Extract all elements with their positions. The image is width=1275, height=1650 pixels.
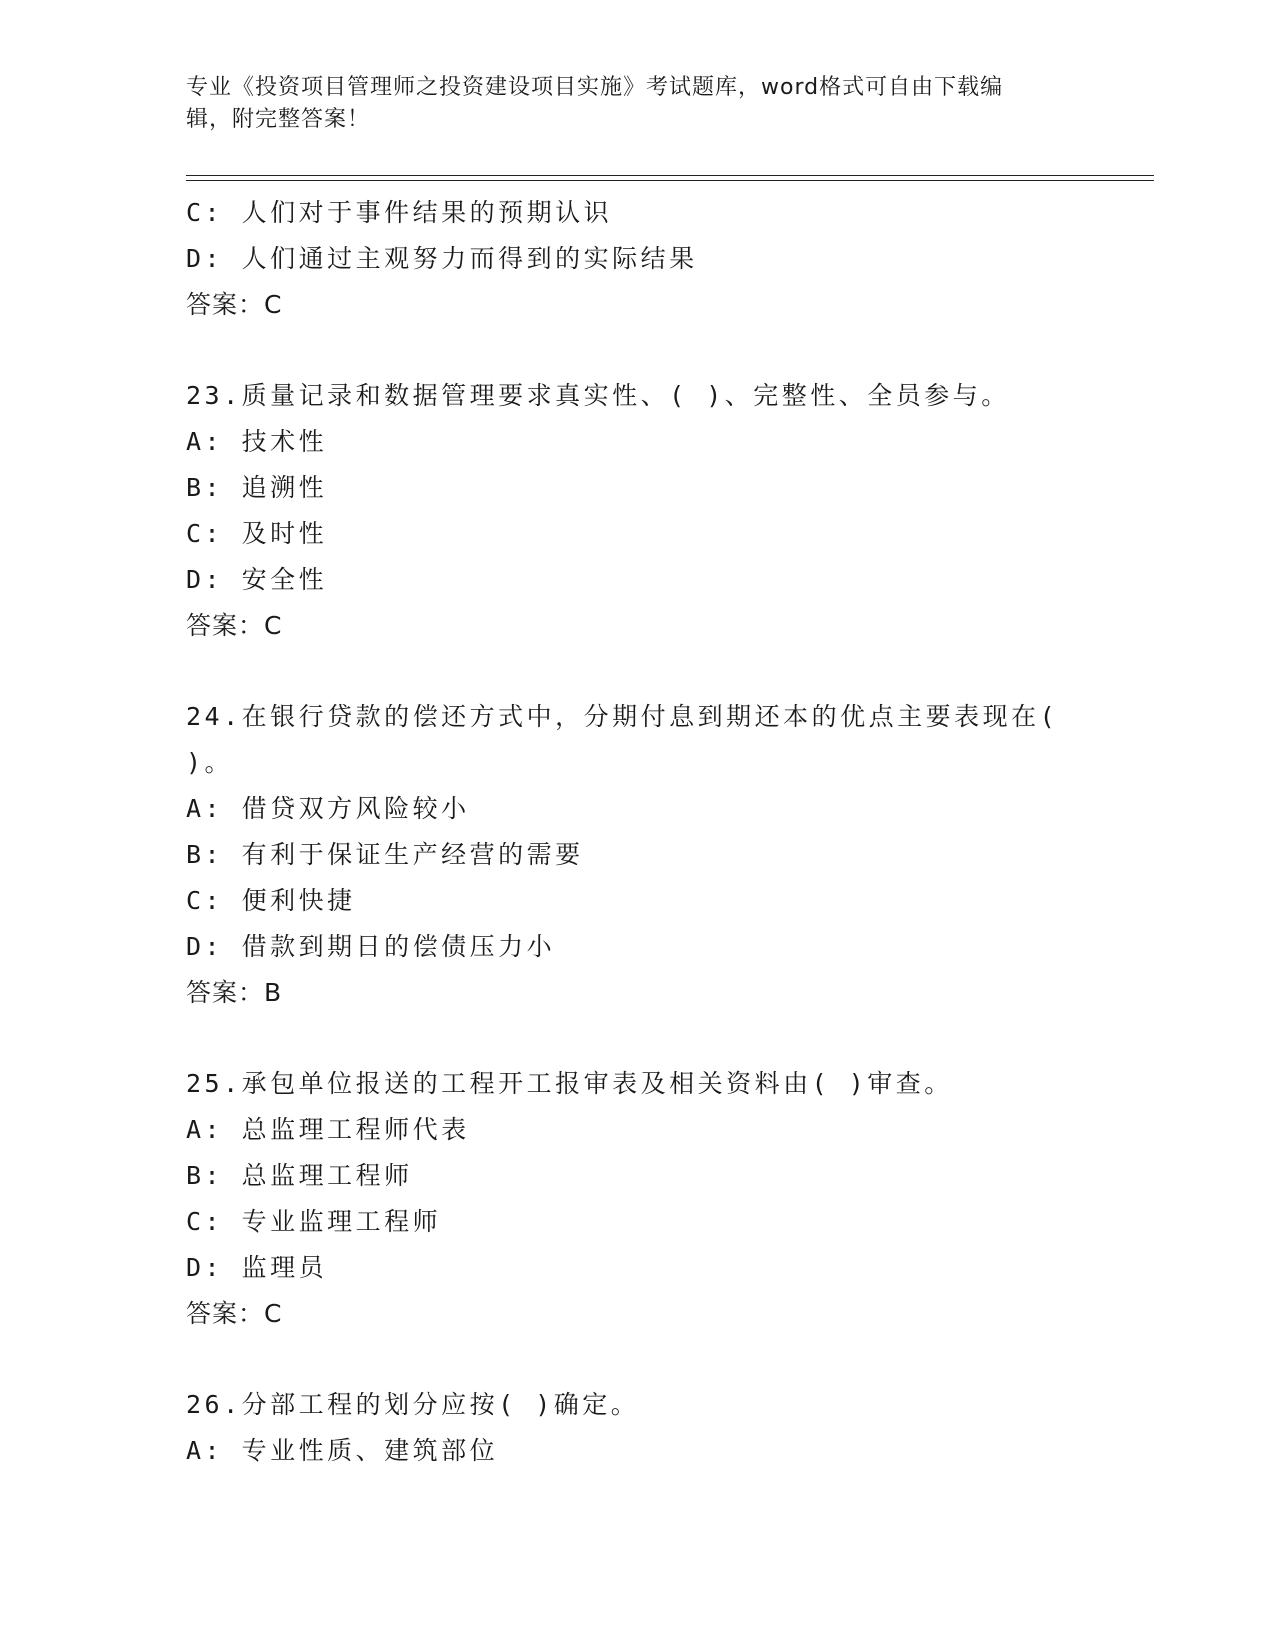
question-stem: 25.承包单位报送的工程开工报审表及相关资料由( )审查。 (186, 1069, 953, 1098)
option-a (186, 419, 1086, 465)
spacer (186, 328, 1086, 373)
question-stem: 24.在银行贷款的偿还方式中，分期付息到期还本的优点主要表现在( (186, 702, 1059, 731)
option-text: 人们通过主观努力而得到的实际结果 (241, 244, 698, 273)
option-d (186, 557, 1086, 603)
option-d (186, 924, 1086, 970)
option-c (186, 511, 1086, 557)
question-block-24 (186, 694, 1086, 1016)
option-letter: B: (186, 473, 224, 502)
spacer (186, 1016, 1086, 1061)
header-double-rule (186, 175, 1154, 181)
document-header (186, 72, 1066, 136)
option-letter: A: (186, 427, 224, 456)
header-line-1: 专业《投资项目管理师之投资建设项目实施》考试题库，word格式可自由下载编 (186, 75, 1004, 100)
option-d (186, 236, 1086, 282)
option-text: 借款到期日的偿债压力小 (241, 932, 556, 961)
option-text: 及时性 (241, 519, 328, 548)
answer-line: 答案：C (186, 290, 283, 319)
option-a (186, 1107, 1086, 1153)
option-text: 追溯性 (241, 473, 328, 502)
option-text: 总监理工程师代表 (241, 1115, 470, 1144)
option-c (186, 1199, 1086, 1245)
answer-line: 答案：C (186, 611, 283, 640)
option-letter: D: (186, 244, 224, 273)
answer-line: 答案：C (186, 1299, 283, 1328)
option-text: 专业监理工程师 (241, 1207, 442, 1236)
option-c (186, 190, 1086, 236)
option-letter: A: (186, 1436, 224, 1465)
option-letter: D: (186, 932, 224, 961)
option-text: 借贷双方风险较小 (241, 794, 470, 823)
option-letter: B: (186, 1161, 224, 1190)
option-d (186, 1245, 1086, 1291)
question-list (186, 190, 1086, 1474)
option-text: 监理员 (241, 1253, 328, 1282)
spacer (186, 1337, 1086, 1382)
option-a (186, 786, 1086, 832)
option-letter: D: (186, 1253, 224, 1282)
option-letter: C: (186, 1207, 224, 1236)
option-text: 技术性 (241, 427, 328, 456)
question-stem: 26.分部工程的划分应按( )确定。 (186, 1390, 640, 1419)
question-stem-continued: )。 (186, 748, 234, 777)
option-text: 便利快捷 (241, 886, 356, 915)
option-b (186, 1153, 1086, 1199)
option-letter: A: (186, 1115, 224, 1144)
option-text: 有利于保证生产经营的需要 (241, 840, 584, 869)
option-b (186, 465, 1086, 511)
option-text: 安全性 (241, 565, 328, 594)
question-block-22 (186, 190, 1086, 328)
question-block-26 (186, 1382, 1086, 1474)
option-letter: A: (186, 794, 224, 823)
option-text: 专业性质、建筑部位 (241, 1436, 499, 1465)
option-letter: C: (186, 886, 224, 915)
header-line-2: 辑，附完整答案！ (186, 107, 371, 132)
spacer (186, 649, 1086, 694)
option-letter: C: (186, 519, 224, 548)
option-letter: B: (186, 840, 224, 869)
option-a (186, 1428, 1086, 1474)
question-block-23 (186, 373, 1086, 649)
option-b (186, 832, 1086, 878)
option-text: 总监理工程师 (241, 1161, 413, 1190)
option-letter: D: (186, 565, 224, 594)
option-letter: C: (186, 198, 224, 227)
answer-line: 答案：B (186, 978, 283, 1007)
option-text: 人们对于事件结果的预期认识 (241, 198, 613, 227)
option-c (186, 878, 1086, 924)
question-stem: 23.质量记录和数据管理要求真实性、( )、完整性、全员参与。 (186, 381, 1010, 410)
question-block-25 (186, 1061, 1086, 1337)
